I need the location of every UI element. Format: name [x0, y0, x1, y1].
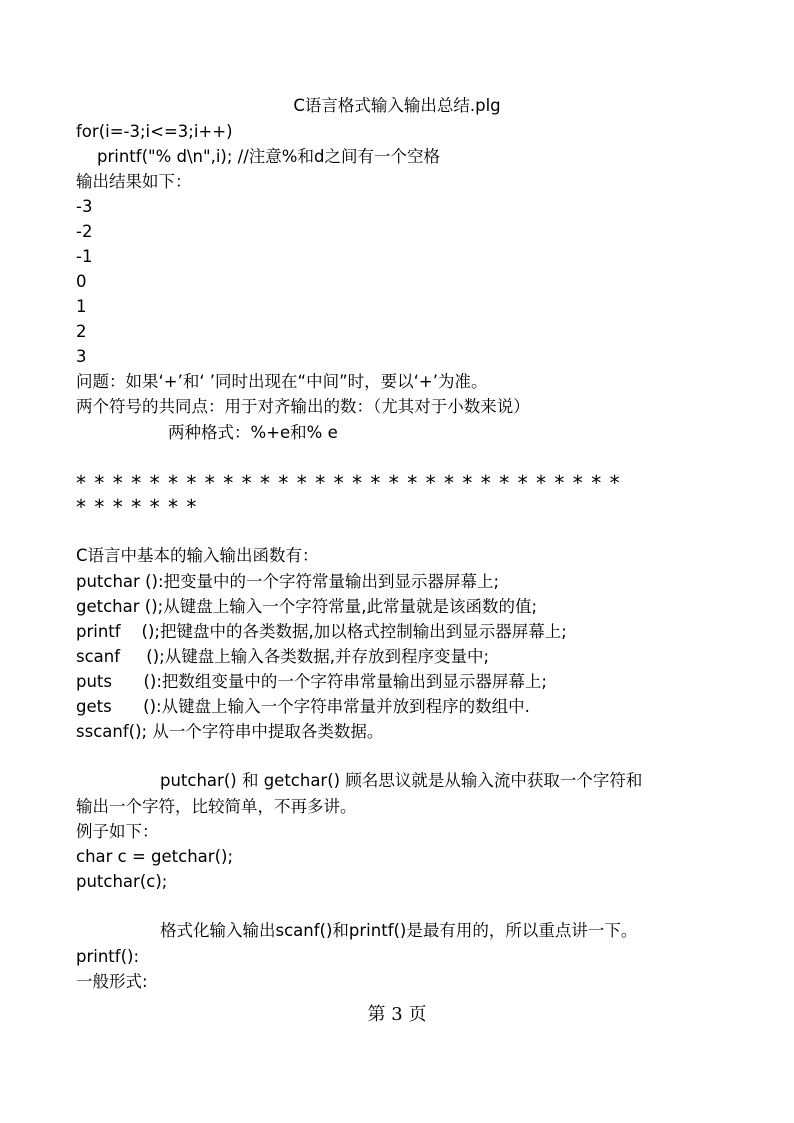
- text-line: C语言中基本的输入输出函数有：: [76, 546, 319, 565]
- page-number: 第 3 页: [367, 1004, 427, 1025]
- text-line: 例子如下：: [76, 822, 159, 841]
- text-line: scanf ();从键盘上输入各类数据,并存放到程序变量中;: [76, 647, 490, 666]
- text-line: getchar ();从键盘上输入一个字符常量,此常量就是该函数的值;: [76, 597, 538, 616]
- text-line: 两个符号的共同点：用于对齐输出的数：（尤其对于小数来说）: [76, 397, 530, 416]
- text-line: 问题：如果‘+’和‘ ’同时出现在“中间”时，要以‘+’为准。: [76, 372, 488, 391]
- text-line: 格式化输入输出scanf()和printf()是最有用的，所以重点讲一下。: [160, 921, 638, 940]
- output-line: 1: [76, 297, 87, 316]
- text-line: putchar ():把变量中的一个字符常量输出到显示器屏幕上;: [76, 572, 500, 591]
- output-line: 0: [76, 272, 87, 291]
- separator-stars: *******: [76, 495, 205, 519]
- code-line: for(i=-3;i<=3;i++): [76, 122, 233, 141]
- text-line: gets ():从键盘上输入一个字符串常量并放到程序的数组中.: [76, 697, 530, 716]
- output-line: -2: [76, 222, 93, 241]
- output-line: 3: [76, 347, 87, 366]
- output-line: -1: [76, 247, 93, 266]
- document-title: C语言格式输入输出总结.plg: [293, 96, 501, 115]
- text-line: putchar() 和 getchar() 顾名思议就是从输入流中获取一个字符和: [160, 771, 643, 790]
- separator-stars: ******************************: [76, 471, 628, 495]
- text-line: 一般形式:: [76, 972, 148, 991]
- code-line: printf("% d\n",i); //注意%和d之间有一个空格: [97, 147, 440, 166]
- text-line: 输出一个字符，比较简单，不再多讲。: [76, 797, 357, 816]
- text-line: printf ();把键盘中的各类数据,加以格式控制输出到显示器屏幕上;: [76, 622, 567, 641]
- output-line: -3: [76, 197, 93, 216]
- code-line: char c = getchar();: [76, 847, 234, 866]
- code-line: putchar(c);: [76, 872, 168, 891]
- text-line: sscanf(); 从一个字符串中提取各类数据。: [76, 722, 384, 741]
- code-line: printf():: [76, 947, 140, 966]
- text-line: puts ():把数组变量中的一个字符串常量输出到显示器屏幕上;: [76, 672, 547, 691]
- output-line: 2: [76, 322, 87, 341]
- text-line: 两种格式：%+e和% e: [168, 423, 338, 442]
- text-line: 输出结果如下：: [76, 172, 192, 191]
